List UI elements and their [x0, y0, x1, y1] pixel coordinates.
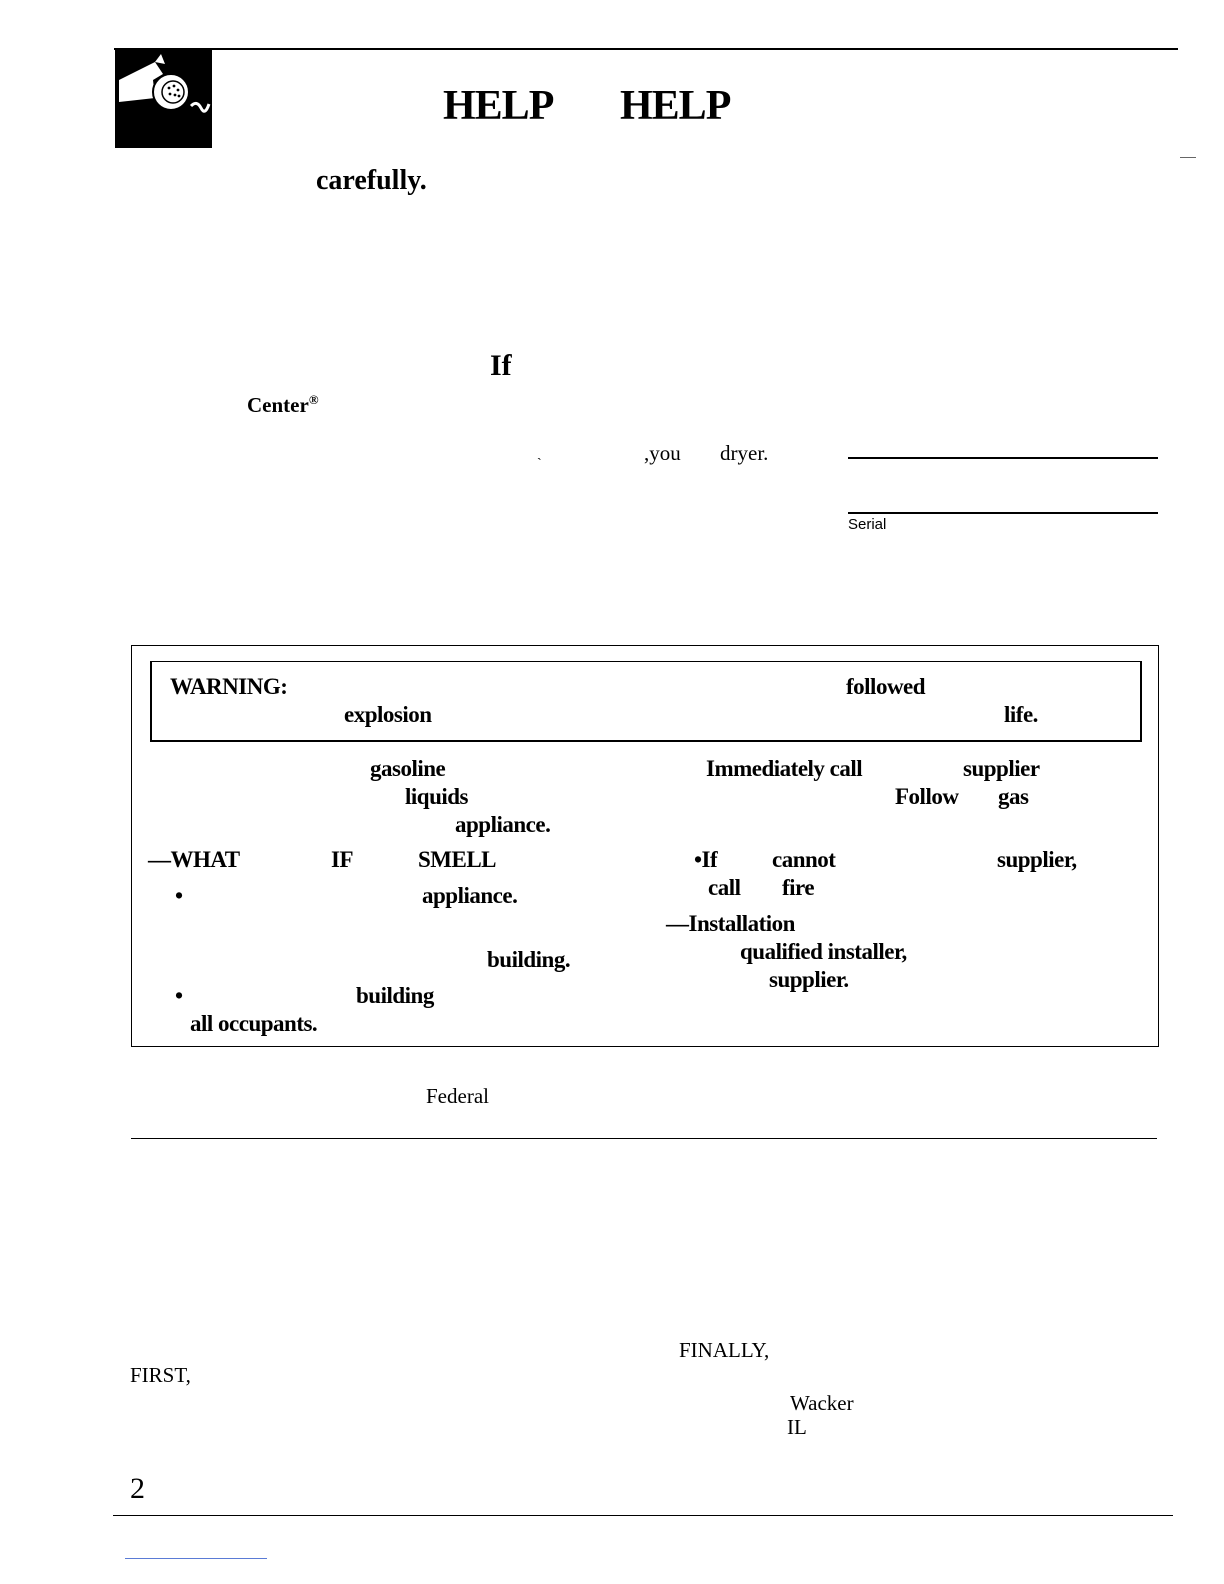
warning-header-box [150, 661, 1142, 742]
read-carefully-text: carefully. [316, 165, 427, 196]
intro-if-word: If [490, 349, 512, 382]
warning-installation: —Installation [666, 911, 795, 936]
warning-explosion: explosion [344, 702, 432, 727]
warning-what-heading: —WHAT [148, 847, 240, 872]
warning-follow: Follow [895, 784, 959, 809]
warning-life: life. [1004, 702, 1038, 727]
warning-all-occupants: all occupants. [190, 1011, 318, 1036]
intro-you-word: ,you [644, 441, 681, 465]
intro-tick: ˏ [537, 446, 542, 461]
warning-call: call [708, 875, 741, 900]
il-word: IL [787, 1415, 807, 1439]
warning-supplier-3: supplier. [769, 967, 849, 992]
warning-supplier-1: supplier [963, 756, 1040, 781]
wacker-word: Wacker [790, 1391, 854, 1415]
warning-appliance-2: appliance. [422, 883, 518, 908]
warning-liquids: liquids [405, 784, 468, 809]
warning-fire: fire [782, 875, 815, 900]
warning-if-caps: IF [331, 847, 353, 872]
section-divider [131, 1138, 1157, 1139]
serial-number-line [848, 512, 1158, 514]
registered-mark: ® [308, 392, 319, 407]
warning-qualified-installer: qualified installer, [740, 939, 907, 964]
page-number: 2 [130, 1472, 145, 1505]
header-icon-block [115, 50, 212, 148]
first-word: FIRST, [130, 1363, 191, 1387]
serial-label: Serial [848, 516, 887, 533]
intro-center-word [247, 392, 319, 418]
bottom-edge-mark [125, 1558, 267, 1559]
center-text: Center [247, 393, 309, 417]
warning-bullet-1: • [175, 883, 183, 908]
warning-smell: SMELL [418, 847, 497, 872]
model-number-line [848, 457, 1158, 459]
warning-bullet-2: • [175, 983, 183, 1008]
bottom-rule [113, 1515, 1173, 1516]
intro-dryer-word: dryer. [720, 441, 769, 465]
warning-appliance-1: appliance. [455, 812, 551, 837]
warning-gasoline: gasoline [370, 756, 446, 781]
top-rule [114, 48, 1178, 50]
dryer-help-icon [115, 50, 212, 148]
header-help-left: HELP [443, 83, 554, 129]
warning-gas: gas [998, 784, 1029, 809]
header-help-right: HELP [620, 83, 731, 129]
warning-supplier-2: supplier, [997, 847, 1077, 872]
warning-building-1: building. [487, 947, 571, 972]
edge-mark [1180, 157, 1196, 158]
warning-building-2: building [356, 983, 434, 1008]
warning-immediately-call: Immediately call [706, 756, 863, 781]
federal-word: Federal [426, 1084, 489, 1108]
finally-word: FINALLY, [679, 1338, 770, 1362]
warning-if-bullet: •If [694, 847, 718, 872]
warning-cannot: cannot [772, 847, 836, 872]
warning-label: WARNING: [170, 674, 288, 699]
warning-followed: followed [846, 674, 926, 699]
